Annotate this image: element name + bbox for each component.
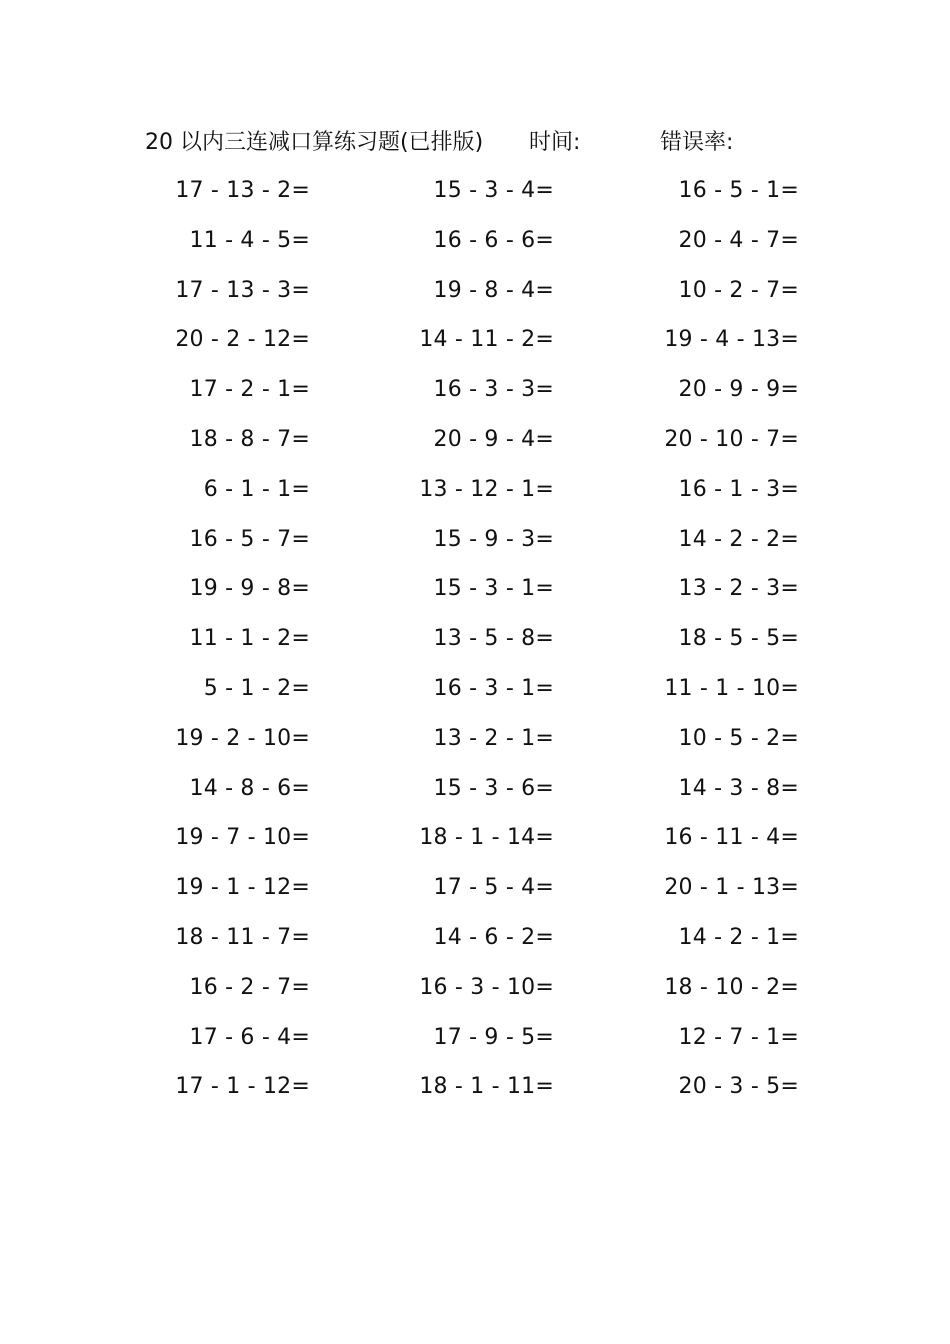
math-problem: 19 - 2 - 10= xyxy=(175,725,310,751)
math-problem: 11 - 1 - 2= xyxy=(189,626,310,652)
math-problem: 16 - 11 - 4= xyxy=(664,825,799,851)
math-problem: 13 - 2 - 3= xyxy=(678,576,799,602)
math-problem: 16 - 3 - 1= xyxy=(433,675,554,701)
math-problem: 16 - 5 - 7= xyxy=(189,526,310,552)
math-problem: 20 - 9 - 4= xyxy=(433,426,554,452)
math-problem: 15 - 3 - 6= xyxy=(433,775,554,801)
math-problem: 14 - 2 - 2= xyxy=(678,526,799,552)
math-problem: 20 - 1 - 13= xyxy=(664,875,799,901)
math-problem: 20 - 2 - 12= xyxy=(175,327,310,353)
time-label: 时间: xyxy=(529,130,581,155)
math-problem: 13 - 12 - 1= xyxy=(419,476,554,502)
math-problem: 20 - 9 - 9= xyxy=(678,377,799,403)
math-problem: 17 - 9 - 5= xyxy=(433,1024,554,1050)
math-problem: 18 - 8 - 7= xyxy=(189,426,310,452)
math-problem: 16 - 5 - 1= xyxy=(678,178,799,203)
math-problem: 14 - 6 - 2= xyxy=(433,924,554,950)
math-problem: 14 - 11 - 2= xyxy=(419,327,554,353)
math-problem: 13 - 2 - 1= xyxy=(433,725,554,751)
problem-column-1 xyxy=(70,174,310,1120)
math-problem: 5 - 1 - 2= xyxy=(203,675,310,701)
math-problem: 14 - 3 - 8= xyxy=(678,775,799,801)
math-problem: 16 - 6 - 6= xyxy=(433,227,554,253)
math-problem: 17 - 6 - 4= xyxy=(189,1024,310,1050)
math-problem: 13 - 5 - 8= xyxy=(433,626,554,652)
math-problem: 17 - 13 - 3= xyxy=(175,277,310,303)
math-problem: 20 - 3 - 5= xyxy=(678,1074,799,1100)
math-problem: 14 - 8 - 6= xyxy=(189,775,310,801)
problem-column-3 xyxy=(559,174,799,1120)
math-problem: 17 - 1 - 12= xyxy=(175,1074,310,1100)
math-problem: 18 - 1 - 14= xyxy=(419,825,554,851)
math-problem: 15 - 3 - 4= xyxy=(433,178,554,203)
math-problem: 19 - 4 - 13= xyxy=(664,327,799,353)
math-problem: 20 - 10 - 7= xyxy=(664,426,799,452)
math-problem: 11 - 1 - 10= xyxy=(664,675,799,701)
math-problem: 17 - 5 - 4= xyxy=(433,875,554,901)
math-problem: 18 - 5 - 5= xyxy=(678,626,799,652)
math-problem: 11 - 4 - 5= xyxy=(189,227,310,253)
math-problem: 17 - 2 - 1= xyxy=(189,377,310,403)
math-problem: 16 - 1 - 3= xyxy=(678,476,799,502)
problem-column-2 xyxy=(314,174,554,1120)
math-problem: 6 - 1 - 1= xyxy=(203,476,310,502)
math-problem: 18 - 1 - 11= xyxy=(419,1074,554,1100)
math-problem: 10 - 2 - 7= xyxy=(678,277,799,303)
math-problem: 12 - 7 - 1= xyxy=(678,1024,799,1050)
worksheet-title: 20 以内三连减口算练习题(已排版) xyxy=(145,130,484,155)
math-problem: 19 - 9 - 8= xyxy=(189,576,310,602)
math-problem: 20 - 4 - 7= xyxy=(678,227,799,253)
math-problem: 15 - 9 - 3= xyxy=(433,526,554,552)
math-problem: 16 - 3 - 10= xyxy=(419,974,554,1000)
math-problem: 17 - 13 - 2= xyxy=(175,178,310,203)
math-problem: 16 - 2 - 7= xyxy=(189,974,310,1000)
math-problem: 15 - 3 - 1= xyxy=(433,576,554,602)
math-problem: 16 - 3 - 3= xyxy=(433,377,554,403)
math-problem: 19 - 7 - 10= xyxy=(175,825,310,851)
error-rate-label: 错误率: xyxy=(660,130,734,155)
math-problem: 18 - 10 - 2= xyxy=(664,974,799,1000)
math-problem: 19 - 8 - 4= xyxy=(433,277,554,303)
math-problem: 19 - 1 - 12= xyxy=(175,875,310,901)
math-problem: 18 - 11 - 7= xyxy=(175,924,310,950)
math-problem: 10 - 5 - 2= xyxy=(678,725,799,751)
math-problem: 14 - 2 - 1= xyxy=(678,924,799,950)
